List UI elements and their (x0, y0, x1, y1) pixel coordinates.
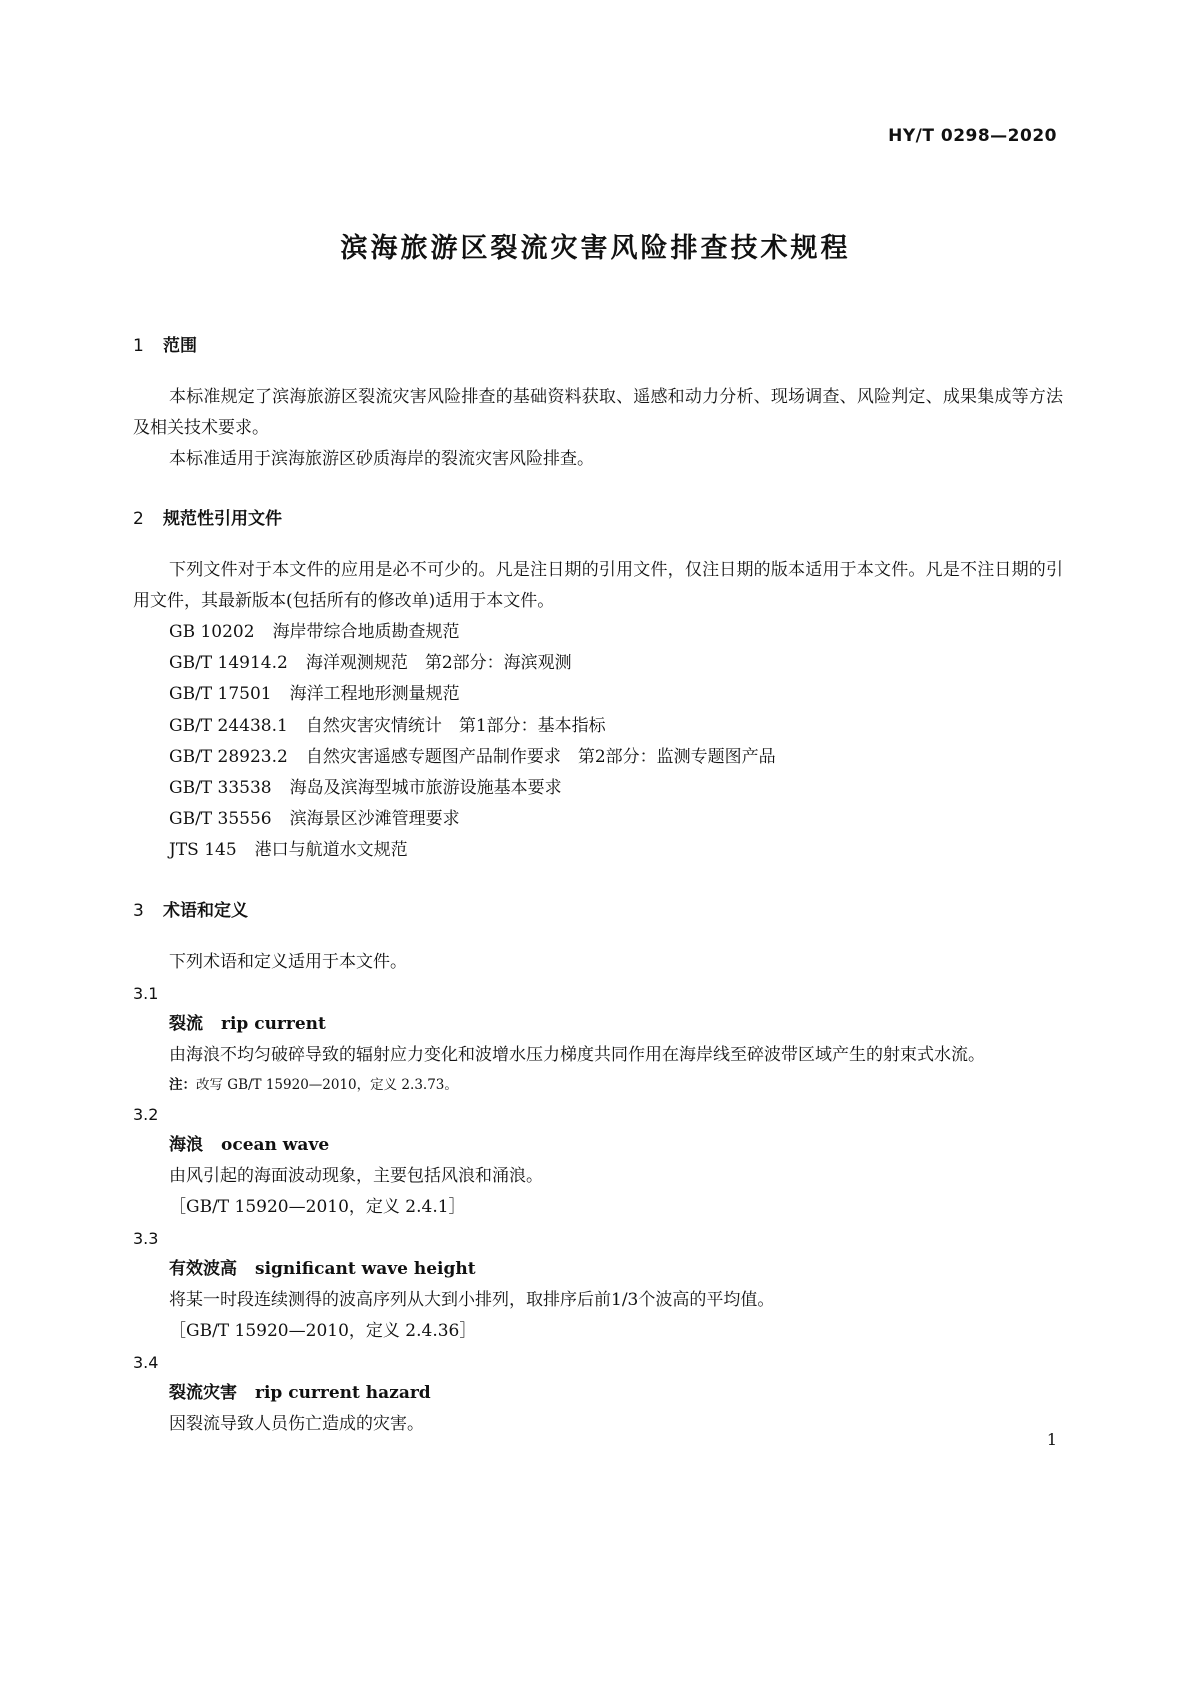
term-definition: 由海浪不均匀破碎导致的辐射应力变化和波增水压力梯度共同作用在海岸线至碎波带区域产生的射束式水流。 (169, 1044, 985, 1065)
section-title: 规范性引用文件 (163, 509, 282, 529)
section-title: 范围 (163, 336, 197, 356)
reference-title: 自然灾害灾情统计 第1部分：基本指标 (305, 715, 606, 736)
reference-list (133, 617, 1063, 867)
term-heading (133, 1254, 1063, 1285)
term-number: 3.4 (133, 1352, 159, 1372)
term-heading (133, 1130, 1063, 1161)
term-zh: 裂流灾害 (169, 1382, 237, 1403)
term-source: ［GB/T 15920—2010，定义 2.4.1］ (169, 1196, 466, 1217)
reference-item (133, 617, 1063, 648)
term-en: rip current (221, 1013, 326, 1034)
reference-title: 滨海景区沙滩管理要求 (289, 809, 460, 830)
term-definition: 将某一时段连续测得的波高序列从大到小排列，取排序后前1/3个波高的平均值。 (169, 1289, 775, 1310)
term-definition: 由风引起的海面波动现象，主要包括风浪和涌浪。 (169, 1165, 543, 1186)
reference-code: GB/T 14914.2 (169, 653, 288, 674)
term-zh: 有效波高 (169, 1258, 237, 1279)
section-number: 3 (133, 900, 144, 921)
section-heading-scope (133, 330, 1063, 362)
document-title: 滨海旅游区裂流灾害风险排查技术规程 (340, 233, 851, 264)
reference-title: 自然灾害遥感专题图产品制作要求 第2部分：监测专题图产品 (305, 746, 776, 767)
reference-item (133, 711, 1063, 742)
references-intro: 下列文件对于本文件的应用是必不可少的。凡是注日期的引用文件，仅注日期的版本适用于本文件。凡是不注日期的引用文件，其最新版本(包括所有的修改单)适用于本文件。 (133, 560, 1063, 611)
reference-title: 海岸带综合地质勘查规范 (272, 622, 460, 642)
scope-paragraph-2: 本标准适用于滨海旅游区砂质海岸的裂流灾害风险排查。 (169, 449, 594, 469)
reference-code: GB/T 17501 (169, 684, 272, 705)
term-en: significant wave height (255, 1258, 476, 1279)
page-number: 1 (1046, 1430, 1057, 1449)
section-number: 1 (133, 336, 144, 356)
note-text: 改写 GB/T 15920—2010，定义 2.3.73。 (196, 1076, 458, 1093)
section-title: 术语和定义 (163, 900, 248, 921)
reference-item (133, 835, 1063, 866)
terms-intro: 下列术语和定义适用于本文件。 (169, 951, 407, 972)
reference-item (133, 773, 1063, 804)
standard-code: HY/T 0298—2020 (888, 126, 1057, 146)
section-number: 2 (133, 509, 144, 529)
section-heading-normative-references (133, 503, 1063, 535)
term-en: ocean wave (221, 1134, 330, 1155)
reference-title: 海岛及滨海型城市旅游设施基本要求 (289, 778, 562, 799)
reference-item (133, 679, 1063, 710)
note-label: 注： (169, 1076, 196, 1093)
term-heading (133, 1009, 1063, 1040)
term-number: 3.2 (133, 1104, 159, 1124)
section-heading-terms (133, 895, 1063, 927)
reference-code: GB/T 28923.2 (169, 746, 288, 767)
reference-code: GB 10202 (169, 622, 255, 642)
term-number: 3.1 (133, 983, 159, 1003)
reference-item (133, 804, 1063, 835)
reference-title: 海洋工程地形测量规范 (289, 684, 460, 705)
reference-item (133, 648, 1063, 679)
term-zh: 裂流 (169, 1013, 203, 1034)
reference-title: 港口与航道水文规范 (254, 840, 408, 861)
scope-paragraph-1: 本标准规定了滨海旅游区裂流灾害风险排查的基础资料获取、遥感和动力分析、现场调查、风险判定、成果集成等方法及相关技术要求。 (133, 387, 1063, 438)
term-note (133, 1071, 1063, 1099)
term-source: ［GB/T 15920—2010，定义 2.4.36］ (169, 1320, 477, 1341)
reference-code: GB/T 33538 (169, 778, 272, 799)
term-en: rip current hazard (255, 1382, 431, 1403)
term-definition: 因裂流导致人员伤亡造成的灾害。 (169, 1413, 424, 1434)
document-body (133, 330, 1063, 1440)
term-number: 3.3 (133, 1228, 159, 1248)
term-zh: 海浪 (169, 1134, 203, 1155)
reference-code: GB/T 35556 (169, 809, 272, 830)
reference-title: 海洋观测规范 第2部分：海滨观测 (305, 653, 572, 674)
reference-item (133, 742, 1063, 773)
reference-code: GB/T 24438.1 (169, 715, 288, 736)
reference-code: JTS 145 (169, 840, 237, 861)
term-heading (133, 1378, 1063, 1409)
